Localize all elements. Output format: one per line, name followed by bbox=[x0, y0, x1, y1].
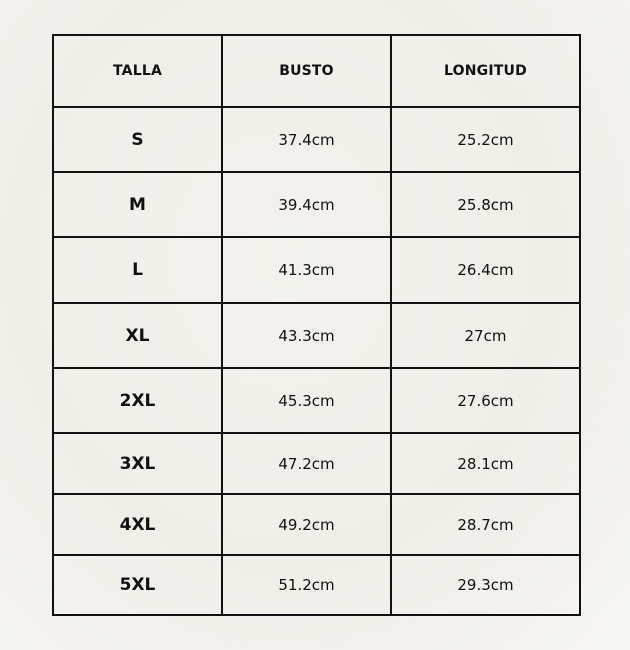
table-row bbox=[53, 494, 580, 555]
header-size: TALLA bbox=[53, 35, 222, 107]
bust-cell: 41.3cm bbox=[222, 237, 391, 303]
bust-cell: 37.4cm bbox=[222, 107, 391, 172]
length-cell: 25.8cm bbox=[391, 172, 580, 237]
length-cell: 26.4cm bbox=[391, 237, 580, 303]
table-row bbox=[53, 368, 580, 433]
bust-cell: 43.3cm bbox=[222, 303, 391, 368]
table-row bbox=[53, 237, 580, 303]
size-chart-table bbox=[52, 34, 581, 616]
table-body bbox=[53, 107, 580, 615]
table-row bbox=[53, 172, 580, 237]
bust-cell: 45.3cm bbox=[222, 368, 391, 433]
length-cell: 27.6cm bbox=[391, 368, 580, 433]
bust-cell: 51.2cm bbox=[222, 555, 391, 615]
table-header bbox=[53, 35, 580, 107]
length-cell: 29.3cm bbox=[391, 555, 580, 615]
length-cell: 25.2cm bbox=[391, 107, 580, 172]
size-cell: 4XL bbox=[53, 494, 222, 555]
header-bust: BUSTO bbox=[222, 35, 391, 107]
size-cell: S bbox=[53, 107, 222, 172]
size-cell: L bbox=[53, 237, 222, 303]
length-cell: 28.1cm bbox=[391, 433, 580, 494]
bust-cell: 47.2cm bbox=[222, 433, 391, 494]
size-cell: XL bbox=[53, 303, 222, 368]
header-row bbox=[53, 35, 580, 107]
table-row bbox=[53, 107, 580, 172]
length-cell: 28.7cm bbox=[391, 494, 580, 555]
length-cell: 27cm bbox=[391, 303, 580, 368]
size-cell: 3XL bbox=[53, 433, 222, 494]
size-cell: 5XL bbox=[53, 555, 222, 615]
size-cell: M bbox=[53, 172, 222, 237]
bust-cell: 49.2cm bbox=[222, 494, 391, 555]
bust-cell: 39.4cm bbox=[222, 172, 391, 237]
table-row bbox=[53, 433, 580, 494]
header-length: LONGITUD bbox=[391, 35, 580, 107]
size-cell: 2XL bbox=[53, 368, 222, 433]
table-row bbox=[53, 555, 580, 615]
table-row bbox=[53, 303, 580, 368]
